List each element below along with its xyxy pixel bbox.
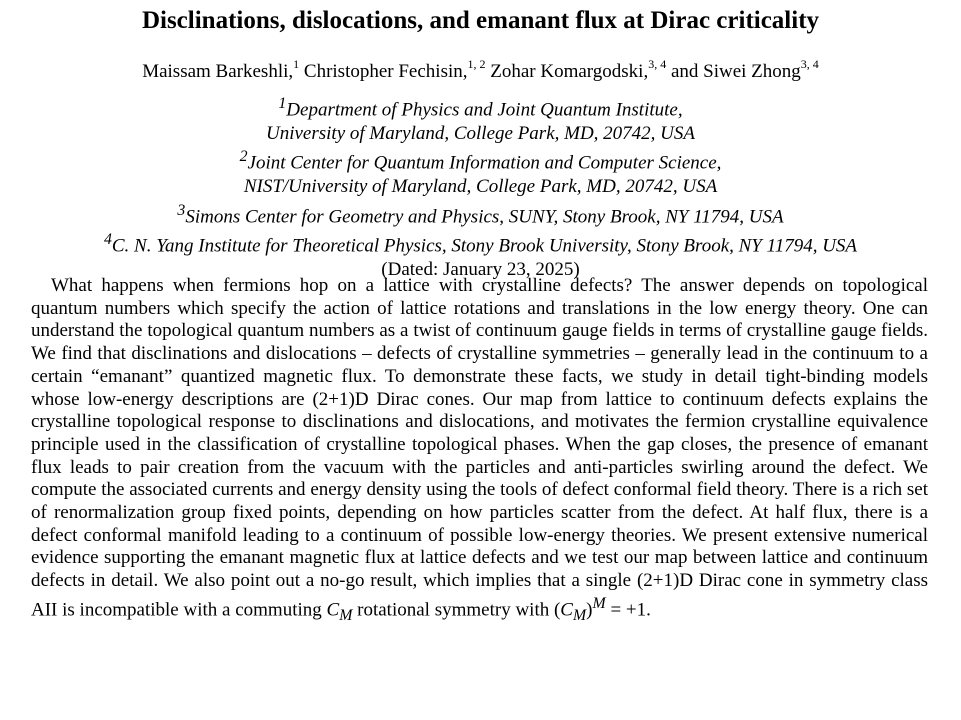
abstract-text: ) xyxy=(586,599,593,621)
affiliation-number: 4 xyxy=(103,231,112,249)
affiliation-text: C. N. Yang Institute for Theoretical Physics, Stony Brook University, Stony Brook, NY 11794, USA xyxy=(111,235,858,257)
affiliation-number: 3 xyxy=(177,201,186,219)
abstract-text: = +1. xyxy=(605,599,651,621)
author-name: Maissam Barkeshli, xyxy=(142,61,294,82)
affiliation-line xyxy=(0,228,961,258)
affiliation-line xyxy=(0,92,961,122)
affiliation-line xyxy=(0,175,961,199)
affiliation-number: 1 xyxy=(278,95,287,112)
author-name: and Siwei Zhong xyxy=(670,61,801,82)
author-name: Zohar Komargodski, xyxy=(490,61,649,82)
affiliation-text: Simons Center for Geometry and Physics, SUNY, Stony Brook, NY 11794, USA xyxy=(185,205,784,227)
affiliation-line xyxy=(0,122,961,146)
author-list xyxy=(0,56,961,85)
affiliation-text: NIST/University of Maryland, College Park, MD, 20742, USA xyxy=(243,176,718,198)
date-line: (Dated: January 23, 2025) xyxy=(381,259,580,281)
math-symbol: C xyxy=(326,599,340,621)
math-symbol: C xyxy=(560,599,573,621)
affiliation-text: Department of Physics and Joint Quantum Institute, xyxy=(286,99,683,121)
author-affiliation-mark: 3, 4 xyxy=(648,56,667,71)
math-exponent: M xyxy=(592,594,606,612)
affiliation-text: Joint Center for Quantum Information and Computer Science, xyxy=(247,152,722,174)
author xyxy=(142,56,300,82)
author xyxy=(490,56,667,82)
author xyxy=(670,56,819,82)
author-affiliation-mark: 1, 2 xyxy=(467,56,486,71)
math-subscript: M xyxy=(572,606,587,624)
affiliation-list xyxy=(0,92,961,282)
abstract-text: What happens when fermions hop on a lattice with crystalline defects? The answer depends on topological quantum numbers which specify the action of lattice rotations and translations in the low energy theory. One can understand the topological quantum numbers as a twist of continuum gauge fields in terms of crystalline gauge fields. We find that disclinations and dislocations – defects of crystalline symmetries – generally lead in the continuum to a certain “emanant” quantized magnetic flux. To demonstrate these facts, we study in detail tight-binding models whose low-energy descriptions are (2+1)D Dirac cones. Our map from lattice to continuum defects explains the crystalline topological response to disclinations and dislocations, and motivates the fermion crystalline equivalence principle used in the classification of crystalline topological phases. When the gap closes, the presence of emanant flux leads to pair creation from the vacuum with the particles and anti-particles swirling around the defect. We compute the associated currents and energy density using the tools of defect conformal field theory. There is a rich set of renormalization group fixed points, depending on how particles scatter from the defect. At half flux, there is a defect conformal manifold leading to a continuum of possible low-energy theories. We present extensive numerical evidence supporting the emanant magnetic flux at lattice defects and we test our map between lattice and continuum defects in detail. We also point out a no-go result, which implies that a single (2+1)D Dirac cone in symmetry class AII is incompatible with a commuting xyxy=(31,275,928,621)
author-affiliation-mark: 3, 4 xyxy=(800,56,819,71)
abstract xyxy=(31,275,928,628)
author-affiliation-mark: 1 xyxy=(293,56,300,71)
paper-title: Disclinations, dislocations, and emanant flux at Dirac criticality xyxy=(141,7,820,34)
author-name: Christopher Fechisin, xyxy=(303,61,468,82)
math-subscript: M xyxy=(339,606,353,624)
author xyxy=(303,56,486,82)
affiliation-text: University of Maryland, College Park, MD, 20742, USA xyxy=(265,122,695,144)
affiliation-line xyxy=(0,145,961,175)
affiliation-line xyxy=(0,199,961,229)
abstract-text: rotational symmetry with ( xyxy=(352,599,561,621)
affiliation-number: 2 xyxy=(239,148,248,166)
